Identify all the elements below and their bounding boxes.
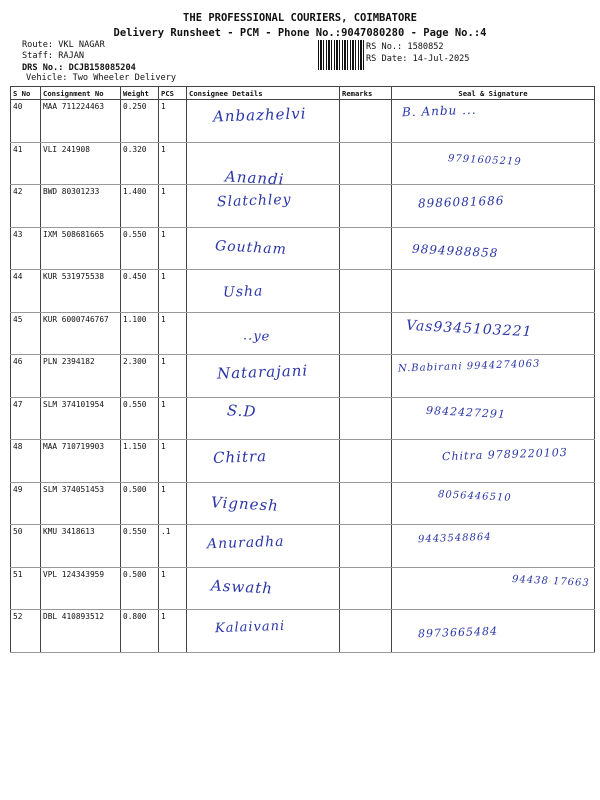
row-consignment: DBL 410893512 — [41, 610, 121, 653]
row-sno: 44 — [11, 270, 41, 313]
row-pcs: 1 — [159, 312, 187, 355]
handwritten-name: Aswath — [210, 575, 274, 598]
row-remarks — [340, 100, 392, 143]
row-consignee — [187, 440, 340, 483]
row-consignee — [187, 525, 340, 568]
row-consignment: BWD 80301233 — [41, 185, 121, 228]
col-weight: Weight — [121, 87, 159, 100]
row-weight: 0.320 — [121, 142, 159, 185]
rs-date: RS Date: 14-Jul-2025 — [366, 54, 470, 64]
row-consignment: KUR 6000746767 — [41, 312, 121, 355]
row-weight: 0.450 — [121, 270, 159, 313]
table-row — [11, 100, 595, 143]
row-seal — [392, 397, 595, 440]
table-row — [11, 227, 595, 270]
row-seal — [392, 440, 595, 483]
handwritten-name: Goutham — [214, 237, 288, 258]
col-remarks: Remarks — [340, 87, 392, 100]
row-remarks — [340, 525, 392, 568]
row-pcs: 1 — [159, 482, 187, 525]
handwritten-name: Slatchley — [216, 191, 292, 211]
row-pcs: 1 — [159, 142, 187, 185]
row-consignee — [187, 355, 340, 398]
table-header-row — [11, 87, 595, 100]
row-consignee — [187, 142, 340, 189]
row-consignment: MAA 710719903 — [41, 440, 121, 483]
row-pcs: 1 — [159, 440, 187, 483]
handwritten-name: Anandi — [224, 166, 285, 189]
row-weight: 2.300 — [121, 355, 159, 398]
handwritten-name: Natarajani — [216, 361, 309, 383]
handwritten-signature: B. Anbu ... — [401, 102, 477, 120]
handwritten-signature: 8973665484 — [417, 624, 499, 641]
row-remarks — [340, 227, 392, 270]
row-weight: 1.400 — [121, 185, 159, 228]
row-sno: 45 — [11, 312, 41, 355]
row-pcs: 1 — [159, 185, 187, 228]
table-row — [11, 142, 595, 185]
handwritten-signature: 9791605219 — [447, 152, 522, 168]
row-remarks — [340, 567, 392, 610]
handwritten-name: Usha — [222, 283, 264, 301]
handwritten-signature: N.Babirani 9944274063 — [397, 358, 541, 375]
row-sno: 52 — [11, 610, 41, 653]
row-consignee — [187, 610, 340, 653]
col-sno: S No — [11, 87, 41, 100]
handwritten-name: Anuradha — [206, 533, 285, 553]
row-consignment: PLN 2394182 — [41, 355, 121, 398]
row-seal — [392, 525, 595, 568]
row-consignee — [187, 482, 340, 525]
row-seal — [392, 610, 595, 653]
row-remarks — [340, 397, 392, 440]
table-row — [11, 312, 595, 355]
row-remarks — [340, 270, 392, 313]
drs-number: DRS No.: DCJB158085204 — [22, 63, 136, 73]
table-row — [11, 355, 595, 398]
col-pcs: PCS — [159, 87, 187, 100]
handwritten-signature: 9894988858 — [411, 241, 499, 260]
handwritten-signature: Chitra 9789220103 — [441, 445, 568, 464]
row-remarks — [340, 185, 392, 228]
table-row — [11, 185, 595, 228]
row-consignee — [187, 397, 340, 440]
table-row — [11, 397, 595, 440]
row-sno: 49 — [11, 482, 41, 525]
row-pcs: 1 — [159, 397, 187, 440]
handwritten-name: Anbazhelvi — [212, 104, 307, 126]
table-row — [11, 567, 595, 610]
handwritten-name: S.D — [226, 400, 257, 421]
table-row — [11, 270, 595, 313]
handwritten-name: Kalaivani — [214, 618, 286, 637]
row-seal — [392, 142, 595, 185]
row-seal — [392, 567, 595, 610]
row-weight: 0.500 — [121, 482, 159, 525]
row-weight: 1.150 — [121, 440, 159, 483]
row-sno: 50 — [11, 525, 41, 568]
runsheet-table — [10, 86, 595, 653]
row-remarks — [340, 312, 392, 355]
row-seal — [392, 100, 595, 143]
table-row — [11, 482, 595, 525]
col-consignment: Consignment No — [41, 87, 121, 100]
row-pcs: 1 — [159, 270, 187, 313]
row-sno: 51 — [11, 567, 41, 610]
table-row — [11, 525, 595, 568]
row-consignment: KMU 3418613 — [41, 525, 121, 568]
route-label: Route: VKL NAGAR — [22, 40, 105, 50]
row-pcs: 1 — [159, 227, 187, 270]
row-pcs: .1 — [159, 525, 187, 568]
row-weight: 1.100 — [121, 312, 159, 355]
row-consignment: MAA 711224463 — [41, 100, 121, 143]
row-consignee — [187, 567, 340, 610]
handwritten-signature: 94438 17663 — [511, 573, 591, 589]
handwritten-signature: 8056446510 — [437, 488, 512, 504]
row-weight: 0.550 — [121, 525, 159, 568]
barcode — [318, 40, 364, 70]
handwritten-signature: 8986081686 — [417, 193, 505, 211]
col-consignee: Consignee Details — [187, 87, 340, 100]
runsheet-title: Delivery Runsheet - PCM - Phone No.:9047080280 - Page No.:4 — [113, 27, 487, 39]
row-weight: 0.500 — [121, 567, 159, 610]
row-remarks — [340, 142, 392, 185]
row-consignee — [187, 100, 340, 143]
row-consignment: SLM 374101954 — [41, 397, 121, 440]
row-consignment: VPL 124343959 — [41, 567, 121, 610]
rs-number: RS No.: 1580852 — [366, 42, 444, 52]
row-seal — [392, 312, 595, 355]
row-consignee — [187, 185, 340, 228]
row-sno: 41 — [11, 142, 41, 185]
row-sno: 48 — [11, 440, 41, 483]
table-row — [11, 610, 595, 653]
row-pcs: 1 — [159, 355, 187, 398]
row-weight: 0.550 — [121, 397, 159, 440]
row-weight: 0.800 — [121, 610, 159, 653]
row-weight: 0.250 — [121, 100, 159, 143]
handwritten-signature: Vas9345103221 — [405, 317, 533, 340]
vehicle-label: Vehicle: Two Wheeler Delivery — [26, 73, 177, 83]
row-sno: 46 — [11, 355, 41, 398]
row-consignee — [187, 270, 340, 313]
row-consignee — [187, 227, 340, 270]
handwritten-name: ..ye — [242, 327, 271, 345]
handwritten-name: Vignesh — [210, 492, 280, 515]
handwritten-name: Chitra — [212, 447, 268, 467]
handwritten-signature: 9842427291 — [425, 403, 507, 421]
row-consignment: KUR 531975538 — [41, 270, 121, 313]
row-consignment: IXM 508681665 — [41, 227, 121, 270]
row-sno: 42 — [11, 185, 41, 228]
col-seal: Seal & Signature — [392, 87, 595, 100]
row-pcs: 1 — [159, 100, 187, 143]
table-row — [11, 440, 595, 483]
row-pcs: 1 — [159, 567, 187, 610]
row-consignment: SLM 374051453 — [41, 482, 121, 525]
row-seal — [392, 482, 595, 525]
staff-label: Staff: RAJAN — [22, 51, 85, 61]
handwritten-signature: 9443548864 — [417, 531, 492, 546]
row-consignment: VLI 241908 — [41, 142, 121, 185]
row-seal — [392, 185, 595, 228]
row-seal — [392, 270, 595, 313]
row-sno: 40 — [11, 100, 41, 143]
row-sno: 47 — [11, 397, 41, 440]
row-remarks — [340, 440, 392, 483]
row-remarks — [340, 610, 392, 653]
row-seal — [392, 355, 595, 398]
row-consignee — [187, 312, 340, 355]
row-pcs: 1 — [159, 610, 187, 653]
row-remarks — [340, 482, 392, 525]
row-seal — [392, 227, 595, 270]
row-remarks — [340, 355, 392, 398]
row-weight: 0.550 — [121, 227, 159, 270]
company-title: THE PROFESSIONAL COURIERS, COIMBATORE — [183, 12, 417, 24]
row-sno: 43 — [11, 227, 41, 270]
